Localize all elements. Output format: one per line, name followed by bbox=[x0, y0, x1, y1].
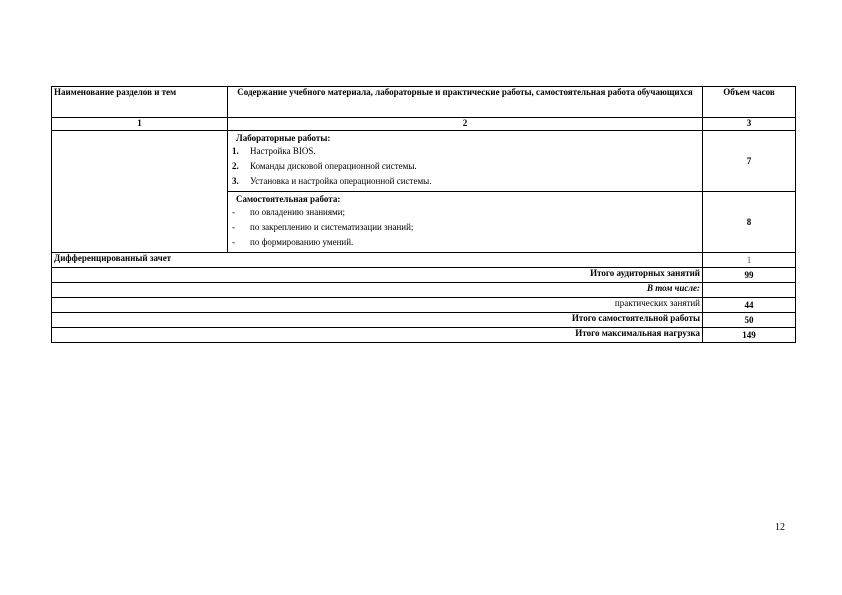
lab-works-row bbox=[52, 131, 796, 192]
list-item-text: Команды дисковой операционной системы. bbox=[250, 161, 417, 171]
column-number-2: 2 bbox=[228, 118, 703, 131]
lab-works-title: Лабораторные работы: bbox=[236, 133, 331, 143]
page-number: 12 bbox=[775, 522, 785, 533]
column-number-3: 3 bbox=[703, 118, 796, 131]
list-item-text: по закреплению и систематизации знаний; bbox=[250, 222, 414, 232]
total-row-classroom bbox=[52, 268, 796, 283]
list-item-text: Установка и настройка операционной системы. bbox=[250, 176, 432, 186]
practical-hours: 44 bbox=[703, 298, 796, 313]
list-item bbox=[232, 144, 698, 159]
credit-label: Дифференцированный зачет bbox=[52, 253, 703, 268]
max-load-hours: 149 bbox=[703, 328, 796, 343]
list-marker: - bbox=[232, 237, 235, 247]
list-item bbox=[232, 205, 698, 220]
header-sections: Наименование разделов и тем bbox=[52, 87, 228, 118]
self-work-total-hours: 50 bbox=[703, 313, 796, 328]
total-row-credit bbox=[52, 253, 796, 268]
total-row-practical bbox=[52, 298, 796, 313]
list-marker: 3. bbox=[232, 176, 239, 186]
list-item bbox=[232, 235, 698, 250]
self-work-hours: 8 bbox=[703, 192, 796, 253]
lab-works-content bbox=[228, 131, 703, 192]
practical-label: практических занятий bbox=[52, 298, 703, 313]
credit-hours: 1 bbox=[703, 253, 796, 268]
header-content: Содержание учебного материала, лабораторные и практические работы, самостоятельная работа обучающихся bbox=[228, 87, 703, 118]
list-marker: - bbox=[232, 207, 235, 217]
list-marker: 1. bbox=[232, 146, 239, 156]
self-work-total-label: Итого самостоятельной работы bbox=[52, 313, 703, 328]
lab-works-hours: 7 bbox=[703, 131, 796, 192]
list-marker: 2. bbox=[232, 161, 239, 171]
list-item bbox=[232, 174, 698, 189]
list-item-text: по овладению знаниями; bbox=[250, 207, 346, 217]
section-name-cell bbox=[52, 131, 228, 253]
list-item-text: Настройка BIOS. bbox=[250, 146, 316, 156]
including-label: В том числе: bbox=[52, 283, 703, 298]
classroom-total-label: Итого аудиторных занятий bbox=[52, 268, 703, 283]
max-load-label: Итого максимальная нагрузка bbox=[52, 328, 703, 343]
column-number-row bbox=[52, 118, 796, 131]
total-row-self-work bbox=[52, 313, 796, 328]
total-row-including bbox=[52, 283, 796, 298]
curriculum-table bbox=[51, 86, 796, 343]
list-item-text: по формированию умений. bbox=[250, 237, 354, 247]
including-hours bbox=[703, 283, 796, 298]
header-hours: Объем часов bbox=[703, 87, 796, 118]
self-work-content bbox=[228, 192, 703, 253]
column-number-1: 1 bbox=[52, 118, 228, 131]
classroom-total-hours: 99 bbox=[703, 268, 796, 283]
total-row-max-load bbox=[52, 328, 796, 343]
header-row bbox=[52, 87, 796, 118]
list-marker: - bbox=[232, 222, 235, 232]
lab-works-list bbox=[232, 144, 698, 189]
self-work-list bbox=[232, 205, 698, 250]
self-work-title: Самостоятельная работа: bbox=[236, 194, 341, 204]
list-item bbox=[232, 159, 698, 174]
list-item bbox=[232, 220, 698, 235]
